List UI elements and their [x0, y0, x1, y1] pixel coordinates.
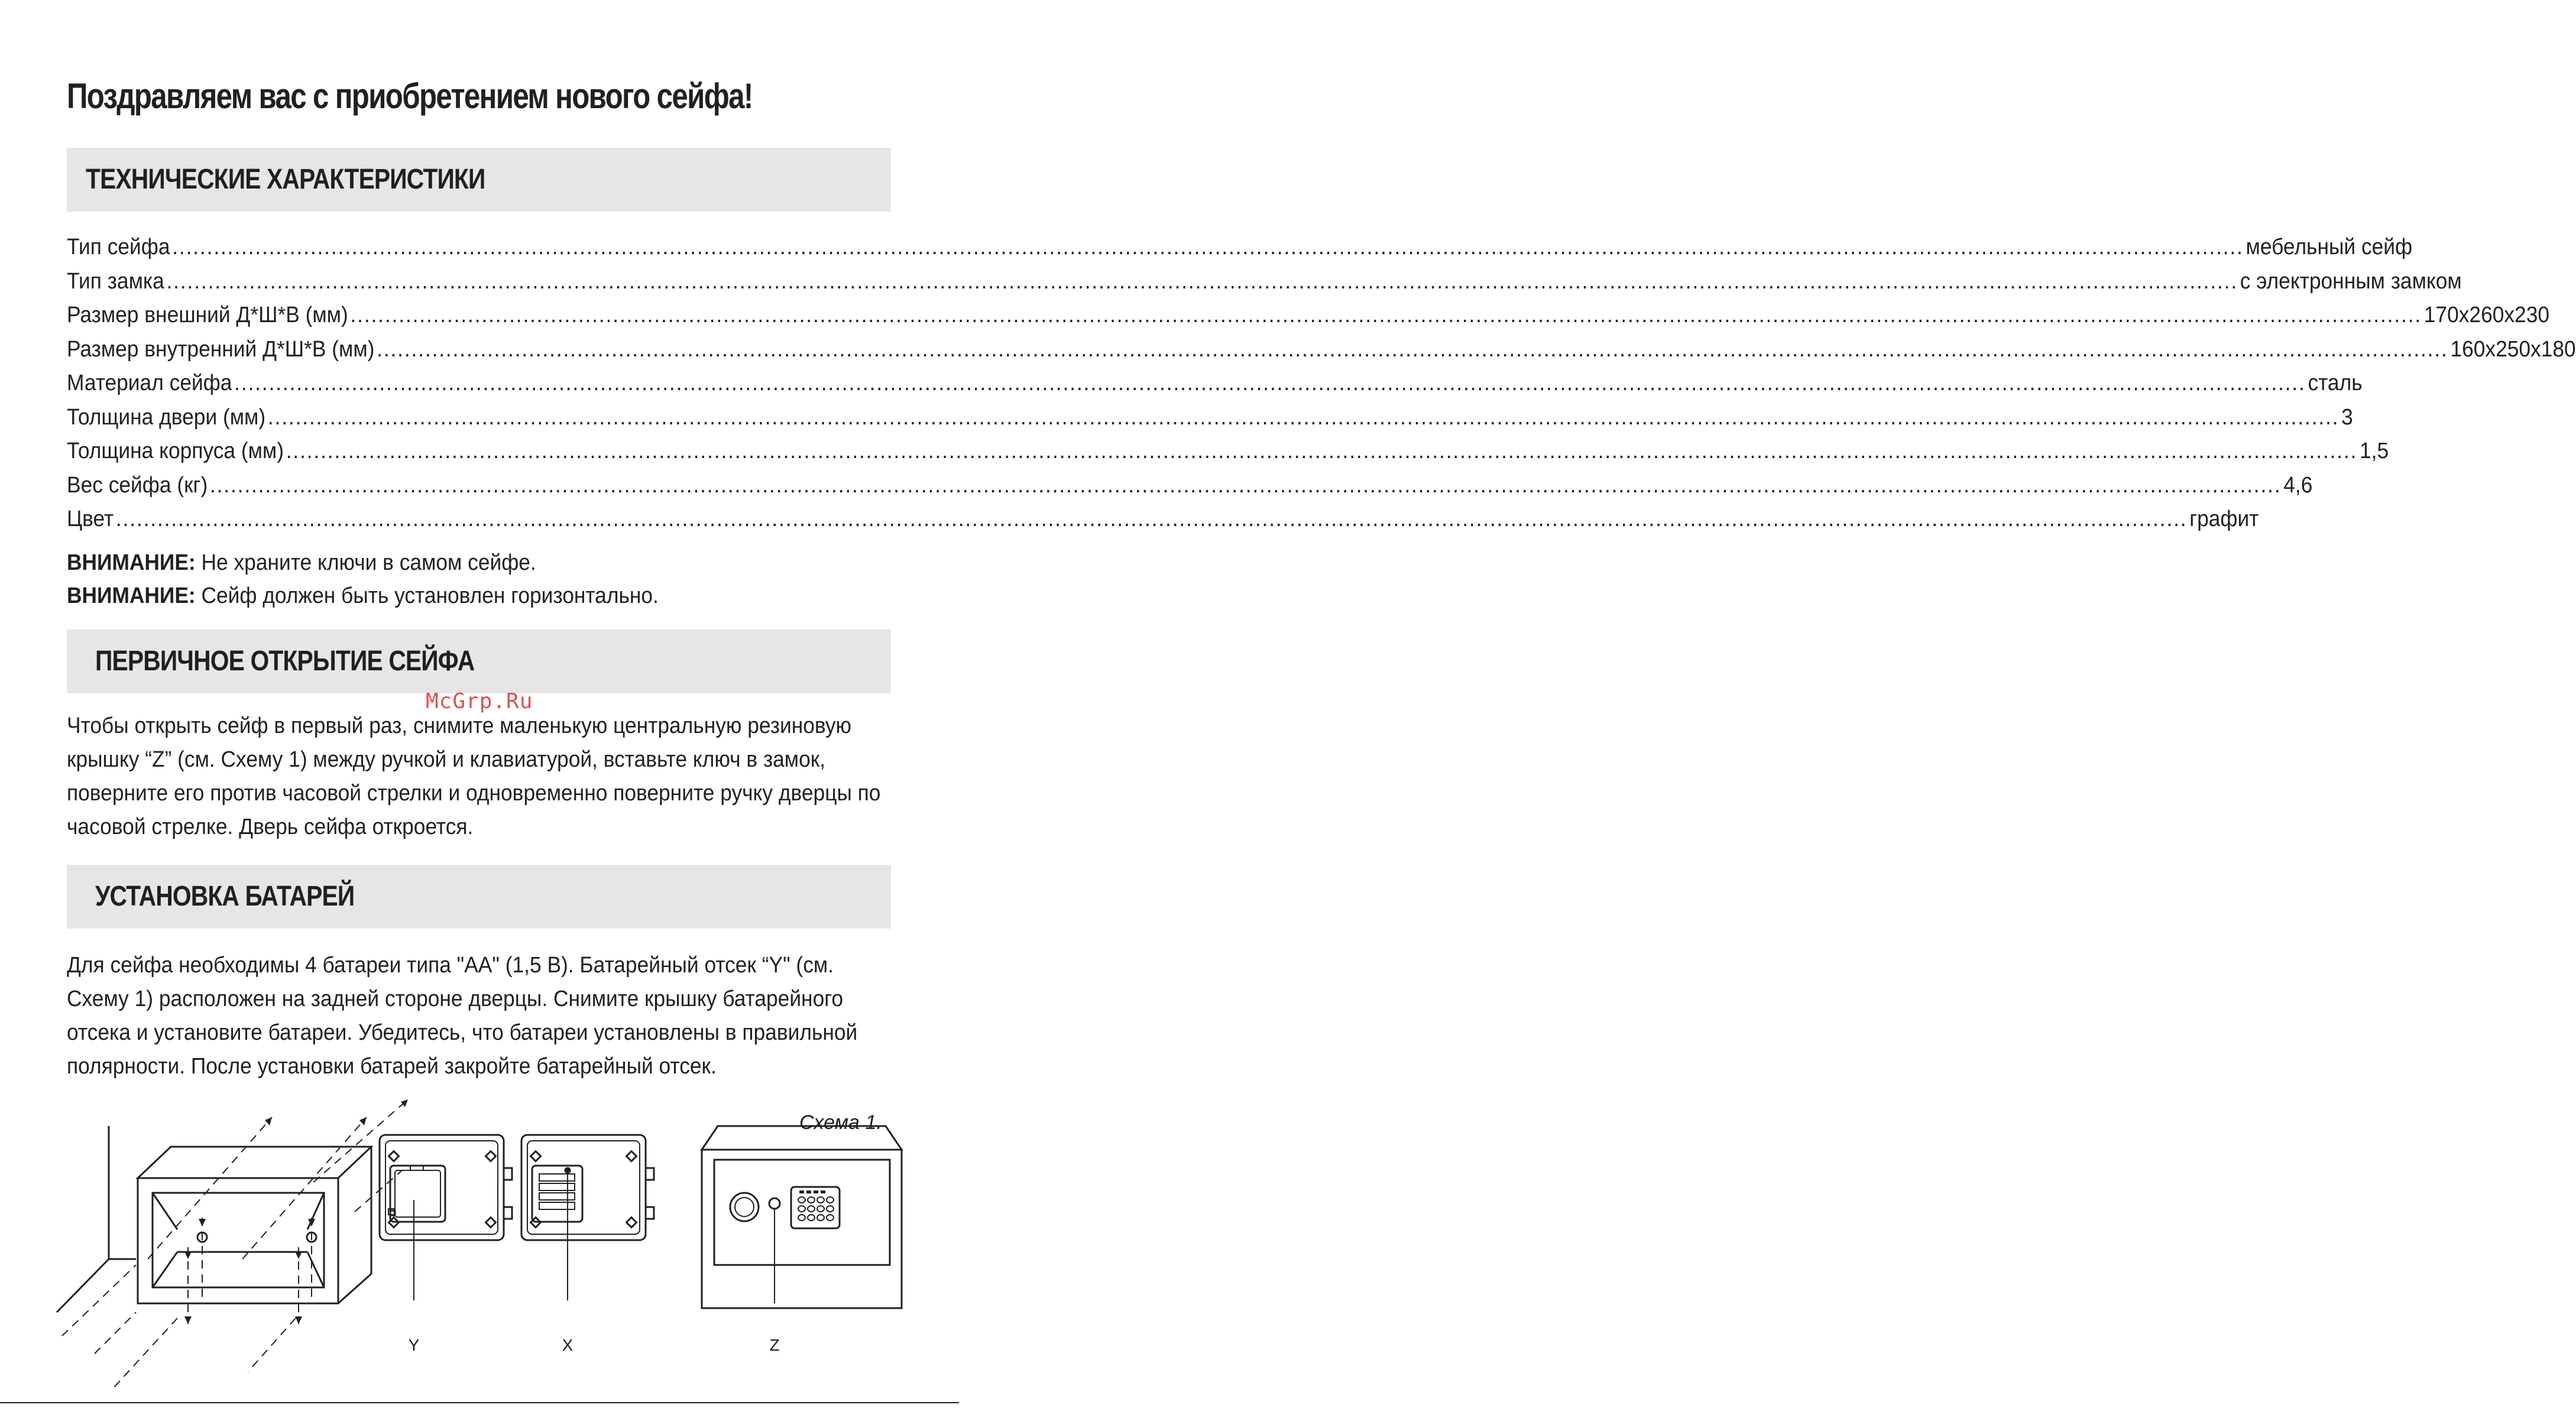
label-x: X [562, 1336, 573, 1354]
safe-front [702, 1126, 902, 1308]
spec-value: 4,6 [2283, 472, 2313, 498]
spec-label: Цвет [67, 507, 114, 531]
dot-leader: ............................................................................................................................................................................................................................................................................................................ [166, 268, 2238, 294]
spec-value: 170x260x230 [2423, 303, 2550, 327]
spec-label: Тип замка [67, 268, 164, 294]
section-header-batteries [67, 865, 891, 929]
spec-row [67, 366, 2363, 400]
spec-value: 160x250x180 [2450, 336, 2576, 362]
door-battery-panel [521, 1135, 654, 1300]
spec-row [67, 265, 2462, 298]
safe-body [138, 1147, 371, 1303]
dot-leader: ............................................................................................................................................................................................................................................................................................................ [267, 404, 2340, 430]
scheme-caption: Схема 1. [799, 1111, 882, 1134]
spec-row [67, 231, 2413, 264]
door-back-panel [380, 1135, 512, 1300]
dot-leader: ............................................................................................................................................................................................................................................................................................................ [172, 235, 2244, 259]
warning-note: ВНИМАНИЕ: Сейф должен быть установлен горизонтально. [67, 583, 659, 608]
spec-value: 3 [2341, 404, 2353, 430]
spec-value: с электронным замком [2240, 268, 2462, 294]
label-z: Z [769, 1336, 780, 1354]
dot-leader: ............................................................................................................................................................................................................................................................................................................ [286, 439, 2358, 463]
spec-label: Размер внешний Д*Ш*В (мм) [67, 303, 348, 327]
dot-leader: ............................................................................................................................................................................................................................................................................................................ [234, 371, 2306, 395]
mounting-arrows [148, 1099, 408, 1324]
spec-row [67, 401, 2353, 434]
batteries-paragraph: Для сейфа необходимы 4 батареи типа "АА" (1,5 В). Батарейный отсек “Y" (см. Схему 1) расположен на задней стороне дверцы. Снимите крышку батарейного отсека и установите батареи. Убедитесь, что батареи установлены в правильной полярности. После установки батарей закройте батарейный отсек. [67, 953, 858, 1079]
spec-value: мебельный сейф [2246, 235, 2413, 259]
spec-row [67, 333, 2576, 366]
safe-diagram [0, 1088, 959, 1395]
spec-label: Вес сейфа (кг) [67, 472, 208, 498]
section-header-first-open [67, 630, 891, 693]
wall-lines [57, 1126, 296, 1389]
first-open-paragraph: Чтобы открыть сейф в первый раз, снимите маленькую центральную резиновую крышку “Z” (см. Схему 1) между ручкой и клавиатурой, вставьте ключ в замок, поверните его против часовой стрелки и одновременно поверните ручку дверцы по часовой стрелке. Дверь сейфа откроется. [67, 713, 881, 839]
spec-row [67, 502, 2259, 536]
label-y: Y [408, 1336, 420, 1354]
spec-label: Размер внутренний Д*Ш*В (мм) [67, 336, 375, 362]
section-header-specs [67, 148, 891, 212]
dot-leader: ............................................................................................................................................................................................................................................................................................................ [115, 507, 2188, 531]
dot-leader: ............................................................................................................................................................................................................................................................................................................ [209, 472, 2282, 498]
spec-value: 1,5 [2360, 439, 2389, 463]
spec-row [67, 299, 2550, 332]
arrow-heads [184, 1099, 408, 1324]
dot-leader: ............................................................................................................................................................................................................................................................................................................ [350, 303, 2422, 327]
spec-value: графит [2189, 507, 2259, 531]
page-title: Поздравляем вас с приобретением нового сейфа! [67, 76, 753, 116]
page-bottom-rule [0, 1402, 959, 1403]
spec-label: Материал сейфа [67, 371, 232, 395]
section-heading: ПЕРВИЧНОЕ ОТКРЫТИЕ СЕЙФА [95, 645, 475, 677]
spec-row [67, 434, 2389, 468]
spec-label: Толщина корпуса (мм) [67, 439, 284, 463]
warning-note: ВНИМАНИЕ: Не храните ключи в самом сейфе. [67, 550, 536, 575]
section-heading: ТЕХНИЧЕСКИЕ ХАРАКТЕРИСТИКИ [86, 164, 485, 195]
section-heading: УСТАНОВКА БАТАРЕЙ [95, 881, 355, 912]
watermark: McGrp.Ru [426, 689, 533, 713]
dot-leader: ............................................................................................................................................................................................................................................................................................................ [377, 336, 2448, 362]
spec-label: Тип сейфа [67, 235, 170, 259]
spec-row [67, 469, 2313, 502]
spec-value: сталь [2308, 371, 2363, 395]
spec-label: Толщина двери (мм) [67, 404, 266, 430]
